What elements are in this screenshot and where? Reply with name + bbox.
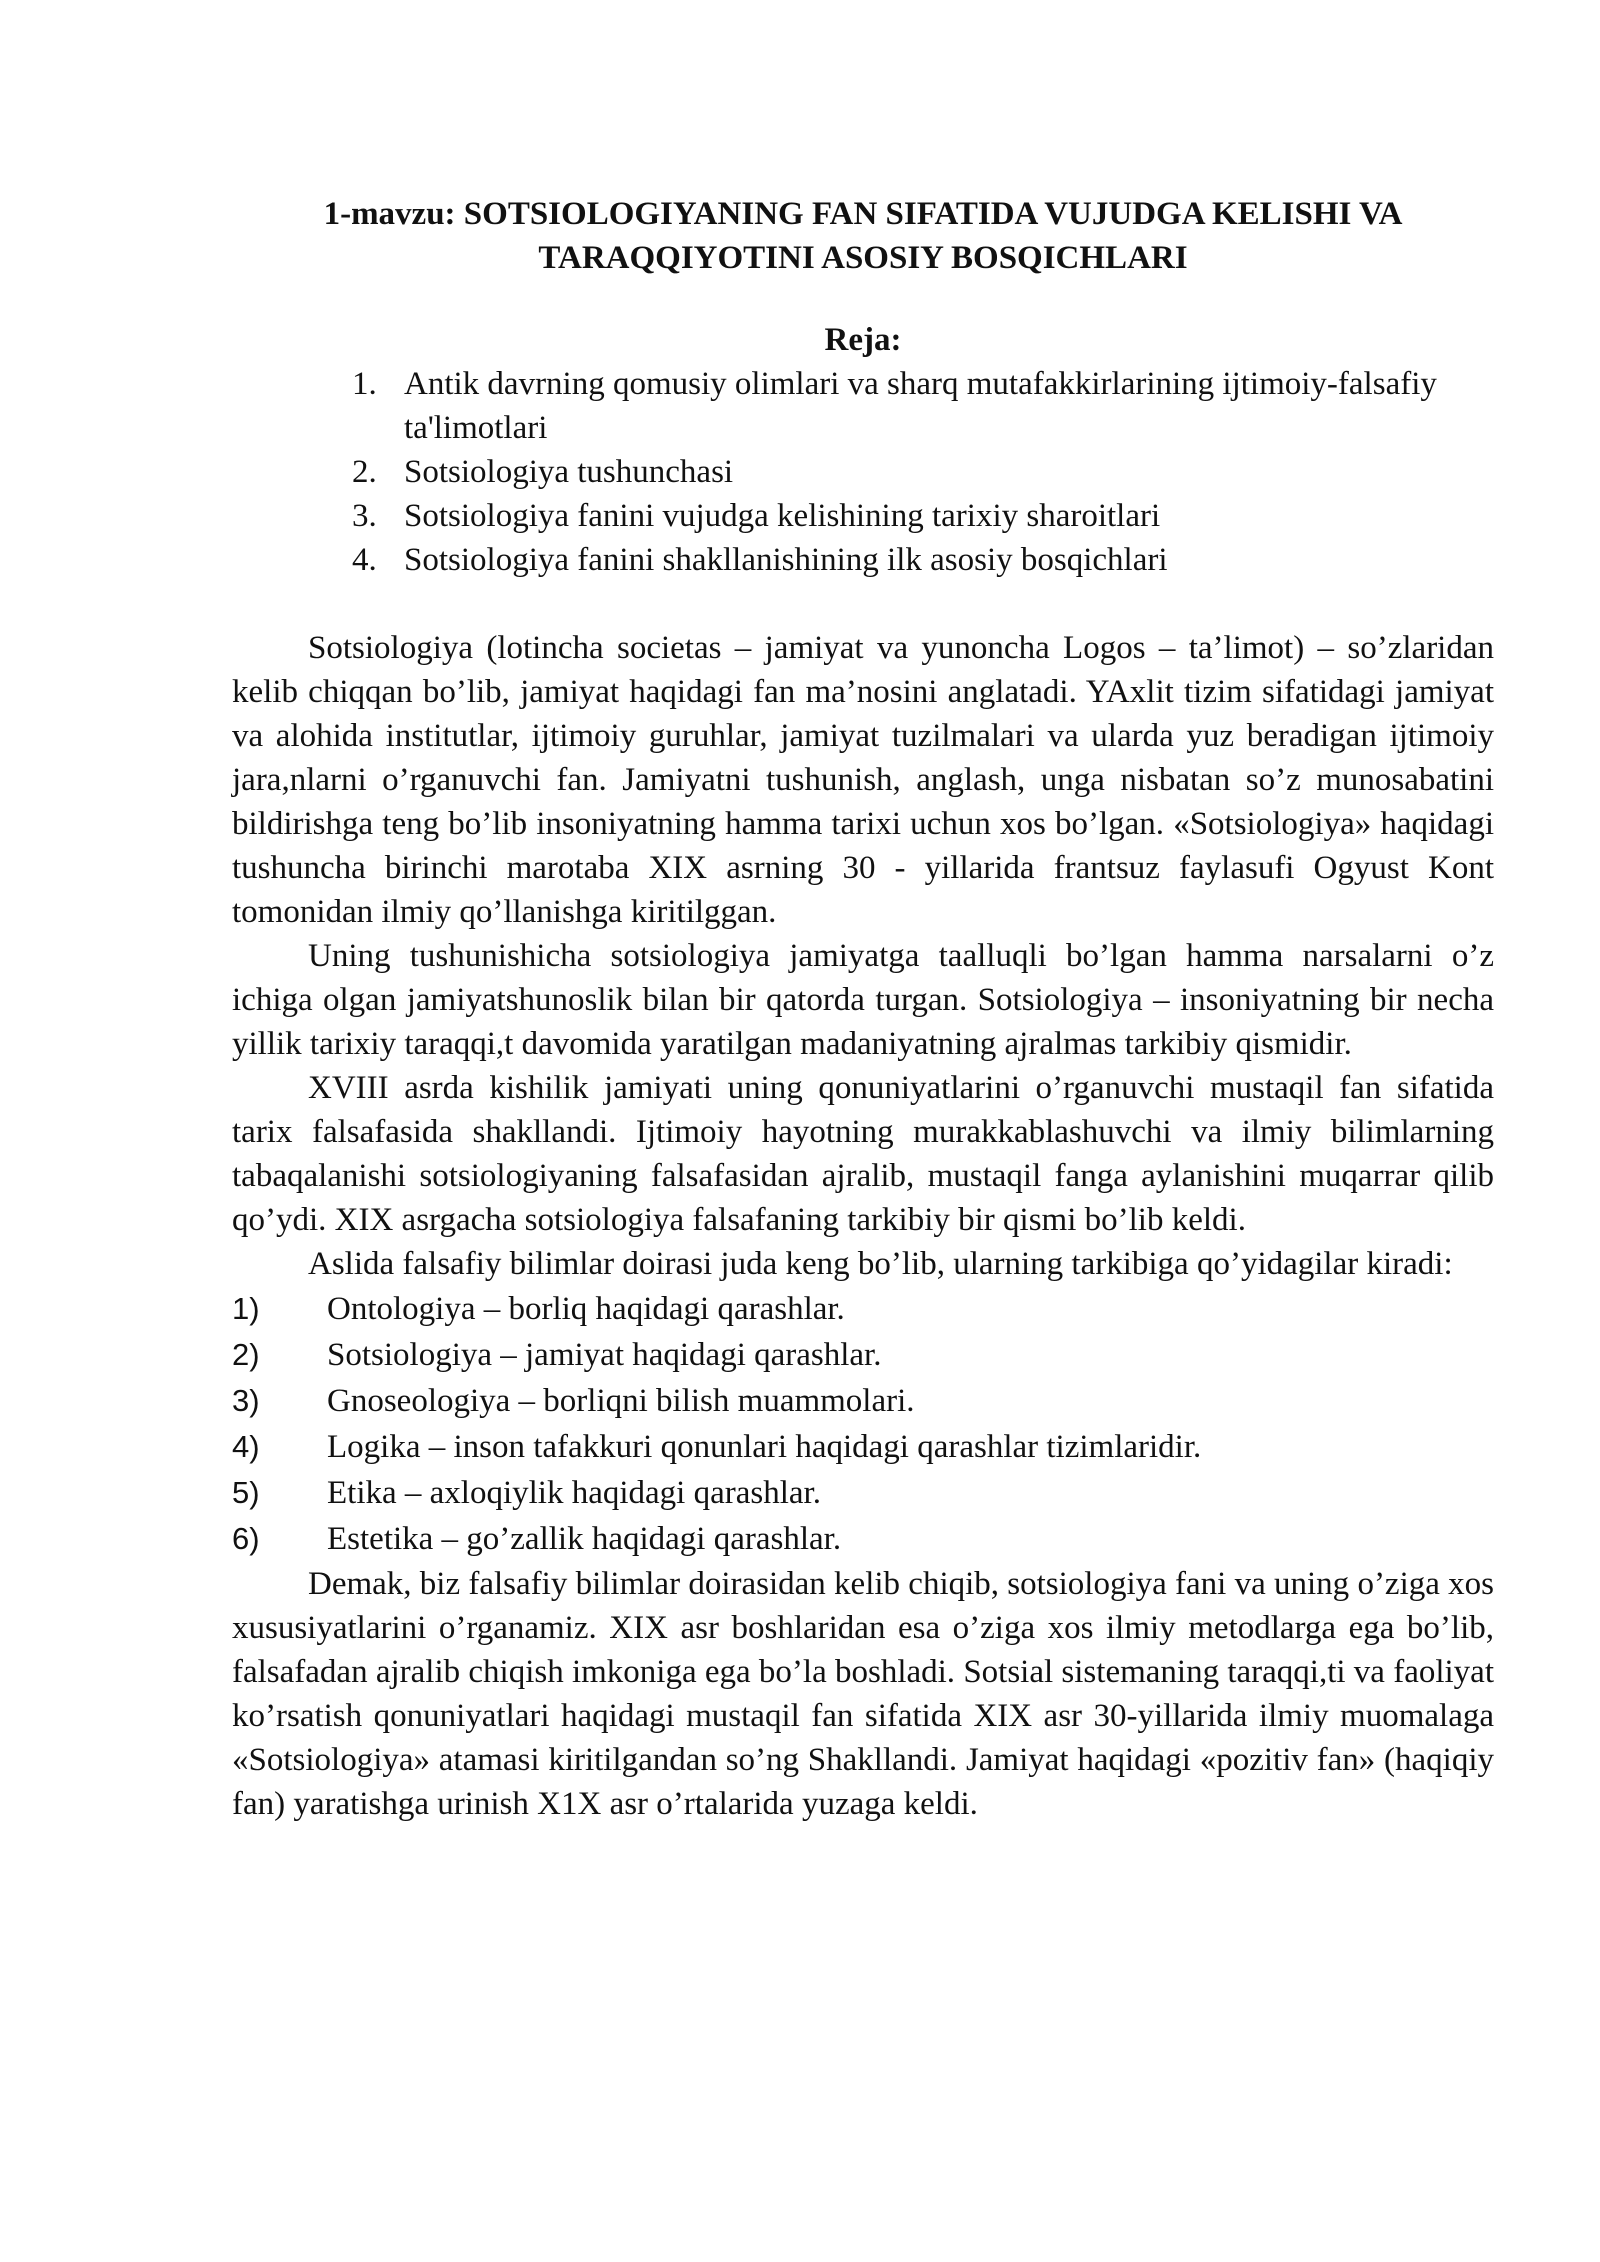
document-body — [232, 626, 1494, 1826]
plan-item — [232, 494, 1494, 538]
plan-item-number: 4. — [352, 542, 377, 578]
body-paragraph-2: Uning tushunishicha sotsiologiya jamiyatga taalluqli bo’lgan hamma narsalarni o’z ichiga olgan jamiyatshunoslik bilan bir qatorda turgan. Sotsiologiya – insoniyatning bir necha yillik tarixiy taraqqi,t davomida yaratilgan madaniyatning ajralmas tarkibiy qismidir. — [232, 938, 1494, 1062]
plan-item-number: 1. — [352, 366, 377, 402]
branch-item — [232, 1286, 1494, 1332]
branch-item-text: Etika – axloqiylik haqidagi qarashlar. — [327, 1475, 821, 1511]
branch-item-number: 2) — [232, 1337, 260, 1372]
branch-item — [232, 1378, 1494, 1424]
document-title — [232, 192, 1494, 280]
plan-item-number: 2. — [352, 454, 377, 490]
branch-item — [232, 1424, 1494, 1470]
branch-item — [232, 1516, 1494, 1562]
plan-heading: Reja: — [824, 322, 902, 358]
branch-item-number: 5) — [232, 1475, 260, 1510]
plan-list — [232, 362, 1494, 582]
branch-item-text: Estetika – go’zallik haqidagi qarashlar. — [327, 1521, 842, 1557]
plan-item-text: Antik davrning qomusiy olimlari va sharq mutafakkirlarining ijtimoiy-falsafiy ta'limotlari — [404, 366, 1437, 446]
branch-item-number: 4) — [232, 1429, 260, 1464]
plan-item — [232, 362, 1494, 450]
body-paragraph-3: XVIII asrda kishilik jamiyati uning qonuniyatlarini o’rganuvchi mustaqil fan sifatida tarix falsafasida shakllandi. Ijtimoiy hayotning murakkablashuvchi va ilmiy bilimlarning tabaqalanishi sotsiologiyaning falsafasidan ajralib, mustaqil fanga aylanishini muqarrar qilib qo’ydi. XIX asrgacha sotsiologiya falsafaning tarkibiy bir qismi bo’lib keldi. — [232, 1070, 1494, 1238]
title-line-1: 1-mavzu: SOTSIOLOGIYANING FAN SIFATIDA VUJUDGA KELISHI VA — [323, 196, 1403, 232]
branch-item — [232, 1470, 1494, 1516]
body-paragraph-5: Demak, biz falsafiy bilimlar doirasidan kelib chiqib, sotsiologiya fani va uning o’ziga xos xususiyatlarini o’rganamiz. XIX asr boshlaridan esa o’ziga xos ilmiy metodlarga ega bo’lib, falsafadan ajralib chiqish imkoniga ega bo’la boshladi. Sotsial sistemaning taraqqi,ti va faoliyat ko’rsatish qonuniyatlari haqidagi mustaqil fan sifatida XIX asr 30-yillarida ilmiy muomalaga «Sotsiologiya» atamasi kiritilgandan so’ng Shakllandi. Jamiyat haqidagi «pozitiv fan» (haqiqiy fan) yaratishga urinish X1X asr o’rtalarida yuzaga keldi. — [232, 1566, 1494, 1822]
branch-item-text: Logika – inson tafakkuri qonunlari haqidagi qarashlar tizimlaridir. — [327, 1429, 1202, 1465]
plan-item — [232, 450, 1494, 494]
plan-item-text: Sotsiologiya tushunchasi — [404, 454, 734, 490]
plan-item-number: 3. — [352, 498, 377, 534]
document-page — [232, 192, 1494, 1826]
branch-item-number: 1) — [232, 1291, 260, 1326]
plan-item-text: Sotsiologiya fanini shakllanishining ilk asosiy bosqichlari — [404, 542, 1168, 578]
title-line-2: TARAQQIYOTINI ASOSIY BOSQICHLARI — [538, 240, 1188, 276]
branch-item-number: 3) — [232, 1383, 260, 1418]
plan-item — [232, 538, 1494, 582]
branch-item-text: Gnoseologiya – borliqni bilish muammolari. — [327, 1383, 915, 1419]
plan-item-text: Sotsiologiya fanini vujudga kelishining tarixiy sharoitlari — [404, 498, 1161, 534]
body-paragraph-4: Aslida falsafiy bilimlar doirasi juda keng bo’lib, ularning tarkibiga qo’yidagilar kiradi: — [308, 1246, 1453, 1282]
branch-item-text: Ontologiya – borliq haqidagi qarashlar. — [327, 1291, 845, 1327]
body-paragraph-1: Sotsiologiya (lotincha societas – jamiyat va yunoncha Logos – ta’limot) – so’zlaridan kelib chiqqan bo’lib, jamiyat haqidagi fan ma’nosini anglatadi. YAxlit tizim sifatidagi jamiyat va alohida institutlar, ijtimoiy guruhlar, jamiyat tuzilmalari va ularda yuz beradigan ijtimoiy jara,nlarni o’rganuvchi fan. Jamiyatni tushunish, anglash, unga nisbatan so’z munosabatini bildirishga teng bo’lib insoniyatning hamma tarixi uchun xos bo’lgan. «Sotsiologiya» haqidagi tushuncha birinchi marotaba XIX asrning 30 - yillarida frantsuz faylasufi Ogyust Kont tomonidan ilmiy qo’llanishga kiritilggan. — [232, 630, 1494, 930]
branch-item — [232, 1332, 1494, 1378]
branch-item-number: 6) — [232, 1521, 260, 1556]
philosophy-branches-list — [232, 1286, 1494, 1562]
branch-item-text: Sotsiologiya – jamiyat haqidagi qarashlar. — [327, 1337, 882, 1373]
